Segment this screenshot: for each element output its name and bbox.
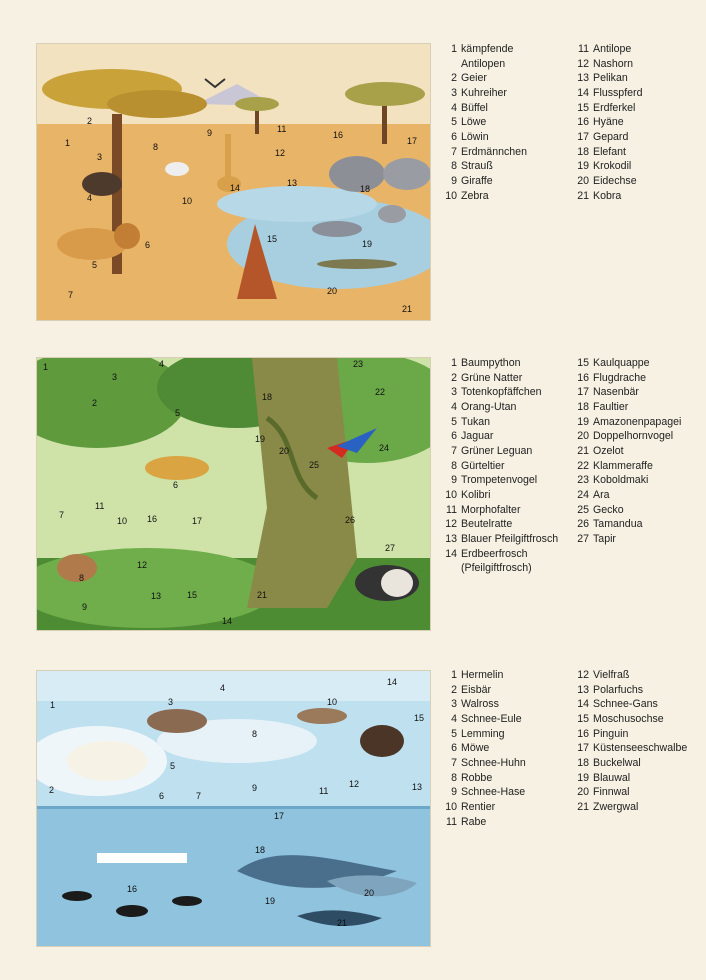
- scene-number: 21: [257, 590, 268, 600]
- legend-item: 11 Rabe: [446, 815, 487, 828]
- scene-number: 12: [349, 779, 360, 789]
- rainforest-scene: [37, 358, 430, 630]
- legend-item: 2 Eisbär: [451, 683, 492, 696]
- legend-item: 11 Antilope: [578, 43, 632, 55]
- legend-item: 7 Schnee-Huhn: [451, 756, 526, 769]
- scene-number: 21: [402, 304, 413, 314]
- savanna-illustration: [36, 43, 431, 321]
- scene-number: 15: [267, 234, 278, 244]
- scene-number: 10: [117, 516, 128, 526]
- legend-item: 18 Buckelwal: [577, 756, 641, 769]
- scene-number: 5: [170, 761, 176, 771]
- scene-number: 12: [275, 148, 286, 158]
- scene-number: 27: [385, 543, 396, 553]
- scene-number: 6: [173, 480, 179, 490]
- rainforest-legend-col1: [444, 356, 566, 576]
- scene-number: 13: [151, 591, 162, 601]
- legend-item: 4 Schnee-Eule: [451, 712, 522, 725]
- legend-item: 16 Flugdrache: [577, 371, 646, 384]
- legend-item: 8 Robbe: [451, 771, 493, 784]
- scene-number: 7: [68, 290, 74, 300]
- legend-item: 1 Baumpython: [451, 357, 521, 369]
- legend-item: 19 Amazonenpapagei: [577, 415, 682, 428]
- legend-item: 25 Gecko: [577, 503, 624, 516]
- rainforest-legend-col2: [576, 356, 706, 576]
- legend-item: 4 Orang-Utan: [451, 400, 517, 413]
- legend-item: 8 Strauß: [451, 160, 493, 173]
- scene-number: 19: [255, 434, 266, 444]
- legend-item: 5 Löwe: [451, 116, 487, 129]
- scene-number: 20: [364, 888, 375, 898]
- scene-number: 6: [159, 791, 165, 801]
- scene-number: 22: [375, 387, 386, 397]
- legend-item: 4 Büffel: [451, 101, 488, 114]
- scene-number: 1: [65, 138, 71, 148]
- scene-number: 2: [92, 398, 98, 408]
- legend-item: 26 Tamandua: [577, 518, 643, 531]
- scene-number: 10: [327, 697, 338, 707]
- legend-item: 15 Kaulquappe: [577, 357, 650, 369]
- scene-number: 14: [222, 616, 233, 626]
- scene-number: 8: [79, 573, 85, 583]
- scene-number: 1: [43, 362, 49, 372]
- scene-number: 23: [353, 359, 364, 369]
- legend-item: 27 Tapir: [577, 532, 616, 545]
- polar-scene: [37, 671, 430, 946]
- scene-number: 3: [112, 372, 118, 382]
- legend-item: 3 Walross: [451, 698, 499, 711]
- scene-number: 17: [192, 516, 203, 526]
- legend-item: 16 Pinguin: [577, 727, 629, 740]
- legend-item: 10 Kolibri: [445, 488, 491, 501]
- scene-number: 4: [220, 683, 226, 693]
- legend-item: 1 kämpfende Antilopen: [451, 43, 514, 70]
- scene-number: 16: [127, 884, 138, 894]
- scene-number: 17: [407, 136, 418, 146]
- legend-item: 7 Erdmännchen: [451, 145, 527, 158]
- legend-item: 23 Koboldmaki: [577, 474, 649, 487]
- legend-item: 19 Krokodil: [577, 160, 632, 173]
- scene-number: 7: [59, 510, 65, 520]
- legend-item: 20 Eidechse: [577, 174, 637, 187]
- scene-number: 3: [97, 152, 103, 162]
- legend-item: 12 Nashorn: [577, 57, 634, 70]
- scene-number: 24: [379, 443, 390, 453]
- legend-item: 20 Doppelhornvogel: [577, 430, 674, 443]
- legend-item: 12 Beutelratte: [445, 518, 513, 531]
- legend-item: 8 Gürteltier: [451, 459, 505, 472]
- scene-number: 9: [82, 602, 88, 612]
- legend-item: 18 Faultier: [577, 400, 629, 413]
- legend-item: 11 Morphofalter: [446, 503, 521, 516]
- scene-number: 8: [153, 142, 159, 152]
- scene-number: 2: [87, 116, 93, 126]
- legend-item: 12 Vielfraß: [577, 669, 630, 681]
- legend-item: 14 Flusspferd: [577, 86, 643, 99]
- scene-number: 11: [95, 501, 105, 511]
- legend-item: 6 Möwe: [451, 742, 490, 755]
- scene-number: 20: [327, 286, 338, 296]
- legend-item: 16 Hyäne: [577, 116, 624, 129]
- scene-number: 18: [360, 184, 371, 194]
- scene-number: 16: [147, 514, 158, 524]
- scene-number: 19: [362, 239, 373, 249]
- scene-number: 26: [345, 515, 356, 525]
- scene-number: 11: [277, 124, 287, 134]
- legend-item: 13 Polarfuchs: [577, 683, 644, 696]
- scene-number: 6: [145, 240, 151, 250]
- legend-item: 2 Geier: [451, 72, 487, 85]
- scene-number: 13: [412, 782, 423, 792]
- legend-item: 3 Kuhreiher: [451, 86, 507, 99]
- legend-item: 2 Grüne Natter: [451, 371, 523, 384]
- legend-item: 18 Elefant: [577, 145, 626, 158]
- legend-item: 9 Trompetenvogel: [451, 474, 538, 487]
- legend-item: 20 Finnwal: [577, 786, 630, 799]
- scene-number: 2: [49, 785, 55, 795]
- legend-item: 9 Schnee-Hase: [451, 786, 526, 799]
- legend-item: 21 Kobra: [577, 189, 622, 202]
- scene-number: 9: [207, 128, 213, 138]
- scene-number: 12: [137, 560, 148, 570]
- scene-number: 16: [333, 130, 344, 140]
- scene-number: 10: [182, 196, 193, 206]
- legend-item: 13 Pelikan: [577, 72, 628, 85]
- scene-number: 18: [262, 392, 273, 402]
- polar-legend-col1: [444, 668, 566, 829]
- rainforest-illustration: [36, 357, 431, 631]
- scene-number: 8: [252, 729, 258, 739]
- legend-item: 10 Rentier: [445, 800, 496, 813]
- scene-number: 20: [279, 446, 290, 456]
- polar-illustration: [36, 670, 431, 947]
- scene-number: 17: [274, 811, 285, 821]
- scene-number: 21: [337, 918, 348, 928]
- scene-number: 25: [309, 460, 320, 470]
- legend-item: 15 Moschusochse: [577, 712, 664, 725]
- legend-item: 17 Nasenbär: [577, 386, 639, 399]
- scene-number: 18: [255, 845, 266, 855]
- legend-item: 21 Ozelot: [577, 444, 624, 457]
- scene-number: 9: [252, 783, 258, 793]
- legend-item: 17 Küstenseeschwalbe: [577, 742, 688, 755]
- savanna-legend: [444, 42, 706, 203]
- scene-number: 15: [187, 590, 198, 600]
- legend-item: 7 Grüner Leguan: [451, 444, 533, 457]
- scene-number: 11: [319, 786, 329, 796]
- legend-item: 14 Schnee-Gans: [577, 698, 658, 711]
- scene-number: 3: [168, 697, 174, 707]
- legend-item: 17 Gepard: [577, 130, 629, 143]
- legend-item: 24 Ara: [577, 488, 610, 501]
- scene-number: 14: [387, 677, 398, 687]
- scene-number: 1: [50, 700, 56, 710]
- scene-number: 13: [287, 178, 298, 188]
- polar-legend: [444, 668, 706, 829]
- savanna-legend-col1: [444, 42, 566, 203]
- legend-item: 22 Klammeraffe: [577, 459, 653, 472]
- legend-item: 5 Lemming: [451, 727, 505, 740]
- legend-item: 5 Tukan: [451, 415, 491, 428]
- legend-item: 14 Erdbeerfrosch (Pfeilgiftfrosch): [445, 547, 532, 575]
- savanna-scene: [37, 44, 430, 320]
- legend-item: 21 Zwergwal: [577, 800, 639, 813]
- legend-item: 9 Giraffe: [451, 174, 493, 187]
- polar-legend-col2: [576, 668, 706, 829]
- legend-item: 15 Erdferkel: [577, 101, 636, 114]
- legend-item: 19 Blauwal: [577, 771, 631, 784]
- legend-item: 3 Totenkopfäffchen: [451, 386, 542, 399]
- rainforest-legend: [444, 356, 706, 576]
- scene-number: 5: [92, 260, 98, 270]
- scene-number: 7: [196, 791, 202, 801]
- scene-number: 14: [230, 183, 241, 193]
- legend-item: 10 Zebra: [445, 189, 489, 202]
- scene-number: 5: [175, 408, 181, 418]
- scene-number: 4: [87, 193, 93, 203]
- scene-number: 4: [159, 359, 165, 369]
- legend-item: 6 Jaguar: [451, 430, 494, 443]
- legend-item: 13 Blauer Pfeilgiftfrosch: [445, 532, 559, 545]
- scene-number: 15: [414, 713, 425, 723]
- legend-item: 1 Hermelin: [451, 669, 504, 681]
- legend-item: 6 Löwin: [451, 130, 489, 143]
- savanna-legend-col2: [576, 42, 706, 203]
- scene-number: 19: [265, 896, 276, 906]
